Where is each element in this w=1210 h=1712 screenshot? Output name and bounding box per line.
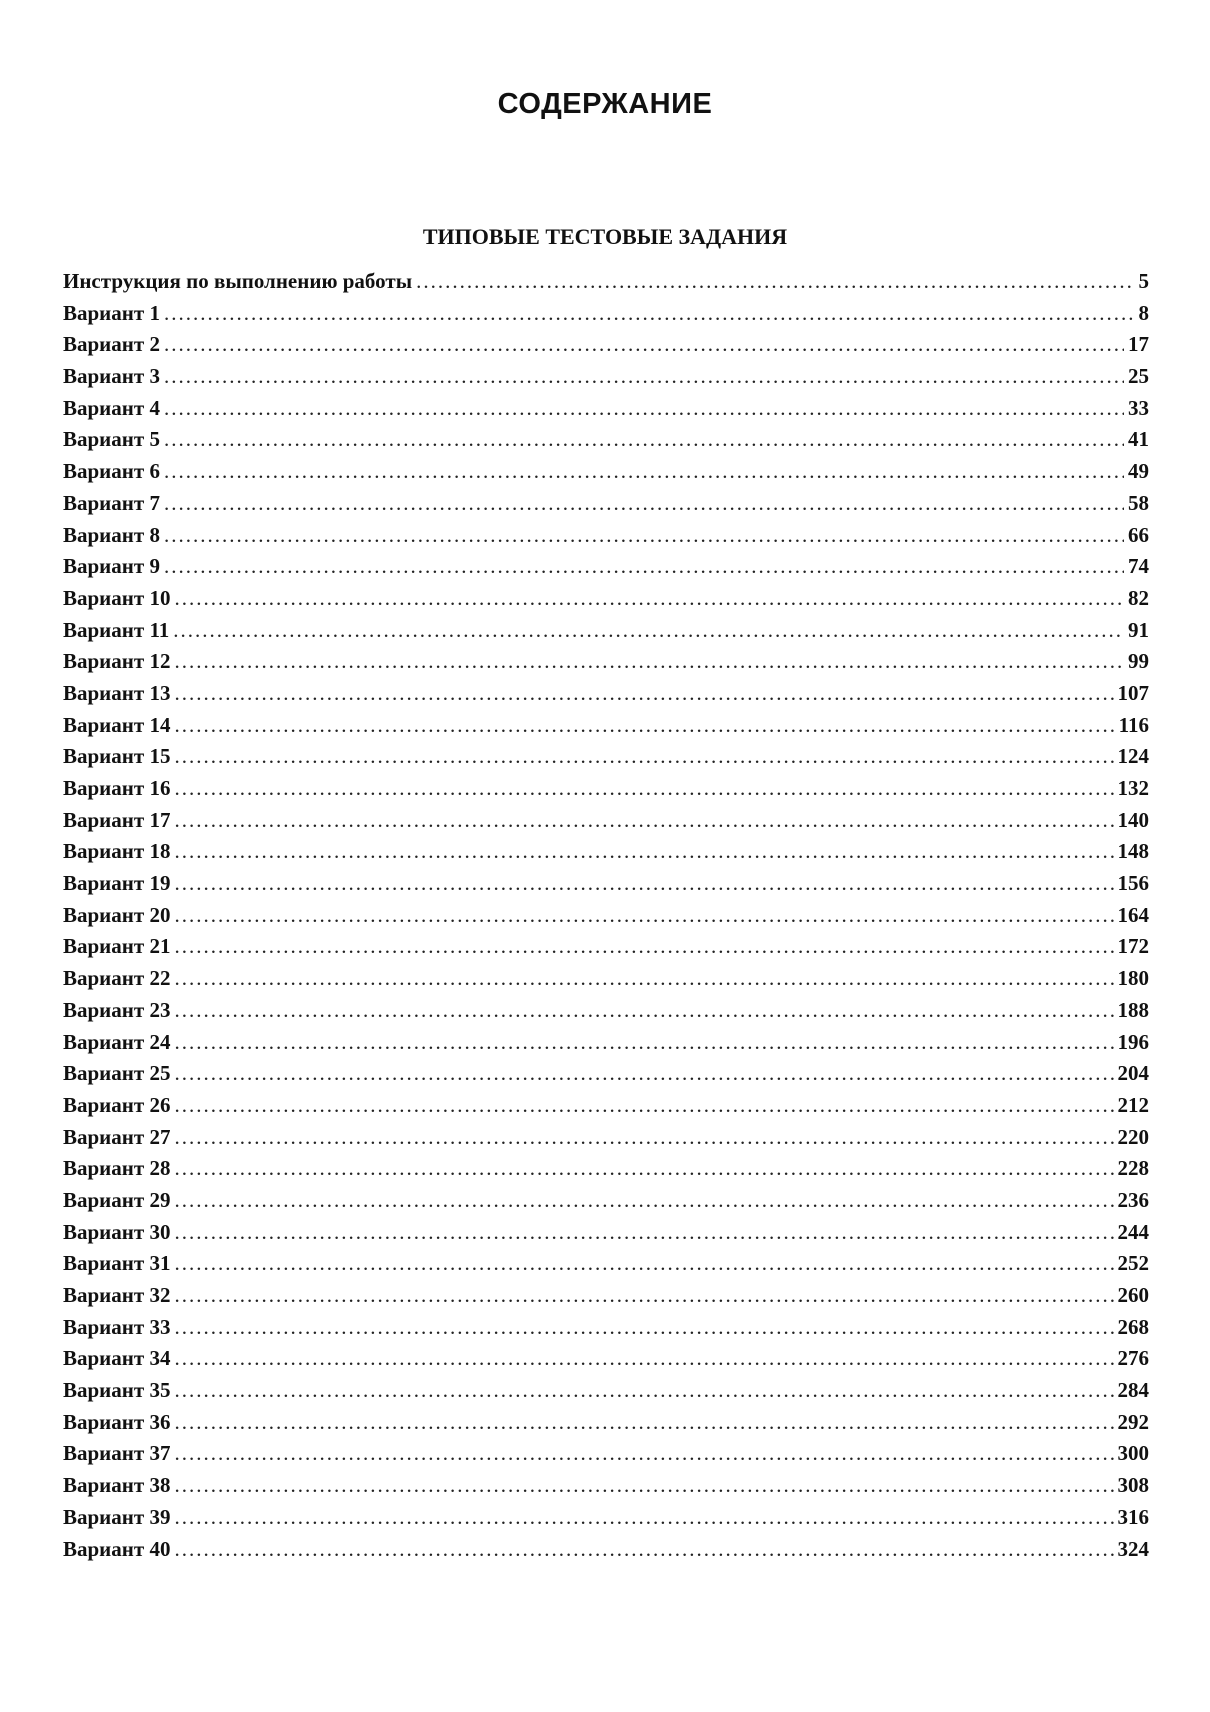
toc-entry-page-number: 49: [1128, 459, 1149, 484]
toc-entry-label: Вариант 39: [63, 1504, 171, 1529]
toc-entry[interactable]: [63, 1185, 1149, 1217]
toc-entry[interactable]: [63, 1407, 1149, 1439]
toc-entry-page-number: 220: [1117, 1124, 1149, 1149]
toc-entry-label: Вариант 38: [63, 1473, 171, 1498]
toc-entry[interactable]: [63, 520, 1149, 552]
dot-leader: [416, 266, 1134, 298]
toc-entry-label: Инструкция по выполнению работы: [63, 269, 413, 293]
toc-entry-label: Вариант 24: [63, 1029, 171, 1054]
toc-entry[interactable]: [63, 551, 1149, 583]
dot-leader: [174, 1534, 1113, 1566]
dot-leader: [164, 520, 1124, 552]
toc-entry-page-number: 260: [1117, 1283, 1149, 1307]
toc-entry-label: Вариант 30: [63, 1219, 171, 1244]
toc-entry-label: Вариант 37: [63, 1441, 171, 1466]
toc-entry-label: Вариант 15: [63, 744, 171, 769]
toc-entry-page-number: 244: [1117, 1219, 1149, 1244]
dot-leader: [174, 1502, 1113, 1534]
dot-leader: [174, 1407, 1113, 1439]
toc-entry[interactable]: [63, 615, 1149, 647]
toc-entry[interactable]: [63, 1280, 1149, 1312]
dot-leader: [174, 868, 1113, 900]
toc-entry[interactable]: [63, 1090, 1149, 1122]
toc-entry[interactable]: [63, 456, 1149, 488]
dot-leader: [174, 1122, 1113, 1154]
toc-entry[interactable]: [63, 963, 1149, 995]
dot-leader: [174, 1090, 1113, 1122]
toc-entry-label: Вариант 8: [63, 522, 160, 547]
toc-entry-page-number: 180: [1117, 966, 1149, 991]
toc-entry-label: Вариант 40: [63, 1536, 171, 1561]
toc-entry-label: Вариант 4: [63, 395, 160, 420]
toc-entry[interactable]: [63, 931, 1149, 963]
toc-entry-label: Вариант 19: [63, 871, 171, 896]
toc-entry-label: Вариант 11: [63, 617, 170, 642]
toc-entry-page-number: 212: [1117, 1092, 1149, 1117]
toc-entry[interactable]: [63, 900, 1149, 932]
toc-entry-label: Вариант 35: [63, 1378, 171, 1403]
toc-entry[interactable]: [63, 1153, 1149, 1185]
page-title: СОДЕРЖАНИЕ: [497, 88, 713, 120]
toc-entry-page-number: 228: [1117, 1156, 1149, 1181]
dot-leader: [174, 710, 1114, 742]
toc-entry-page-number: 25: [1128, 364, 1149, 389]
toc-entry[interactable]: [63, 488, 1149, 520]
toc-entry-label: Вариант 34: [63, 1346, 171, 1371]
toc-entry-page-number: 308: [1117, 1473, 1149, 1498]
toc-entry[interactable]: [63, 646, 1149, 678]
toc-entry-label: Вариант 14: [63, 712, 171, 737]
dot-leader: [174, 741, 1113, 773]
toc-entry-label: Вариант 27: [63, 1124, 171, 1149]
toc-entry-page-number: 140: [1117, 807, 1149, 832]
toc-entry[interactable]: [63, 868, 1149, 900]
toc-entry-label: Вариант 20: [63, 902, 171, 927]
toc-entry-label: Вариант 33: [63, 1314, 171, 1339]
dot-leader: [164, 551, 1124, 583]
toc-entry[interactable]: [63, 1122, 1149, 1154]
dot-leader: [174, 773, 1113, 805]
dot-leader: [174, 646, 1124, 678]
dot-leader: [174, 583, 1124, 615]
toc-entry-label: Вариант 16: [63, 776, 171, 800]
toc-entry[interactable]: [63, 1027, 1149, 1059]
toc-entry-label: Вариант 26: [63, 1092, 171, 1117]
dot-leader: [164, 393, 1124, 425]
dot-leader: [174, 836, 1113, 868]
toc-entry-page-number: 196: [1117, 1029, 1149, 1054]
toc-entry-page-number: 107: [1117, 680, 1149, 705]
toc-entry-page-number: 316: [1117, 1504, 1149, 1529]
toc-entry[interactable]: [63, 1470, 1149, 1502]
toc-entry-label: Вариант 1: [63, 300, 160, 325]
toc-entry-label: Вариант 7: [63, 490, 160, 515]
dot-leader: [174, 931, 1113, 963]
toc-entry-page-number: 204: [1117, 1061, 1149, 1086]
toc-entry-page-number: 148: [1117, 839, 1149, 864]
toc-entry-label: Вариант 12: [63, 649, 171, 674]
toc-entry-label: Вариант 18: [63, 839, 171, 864]
section-title: ТИПОВЫЕ ТЕСТОВЫЕ ЗАДАНИЯ: [422, 224, 788, 249]
dot-leader: [174, 1058, 1113, 1090]
toc-entry-page-number: 58: [1128, 490, 1149, 515]
toc-entry-page-number: 284: [1117, 1378, 1149, 1403]
toc-entry-page-number: 33: [1128, 395, 1149, 420]
toc-entry-label: Вариант 10: [63, 585, 171, 610]
toc-entry-label: Вариант 31: [63, 1251, 171, 1276]
toc-entry-page-number: 82: [1128, 585, 1149, 610]
toc-entry[interactable]: [63, 1248, 1149, 1280]
toc-entry-label: Вариант 25: [63, 1061, 171, 1086]
toc-entry[interactable]: [63, 1312, 1149, 1344]
toc-entry-page-number: 292: [1117, 1409, 1149, 1434]
toc-entry[interactable]: [63, 995, 1149, 1027]
toc-entry-page-number: 99: [1128, 649, 1149, 674]
dot-leader: [174, 1248, 1113, 1280]
dot-leader: [174, 1027, 1113, 1059]
toc-entry-label: Вариант 32: [63, 1283, 171, 1307]
toc-entry[interactable]: [63, 1438, 1149, 1470]
toc-entry[interactable]: [63, 329, 1149, 361]
dot-leader: [174, 1280, 1113, 1312]
toc-entry-page-number: 91: [1128, 617, 1149, 642]
toc-entry-label: Вариант 2: [63, 332, 160, 357]
dot-leader: [164, 424, 1124, 456]
toc-entry[interactable]: [63, 741, 1149, 773]
toc-entry[interactable]: [63, 805, 1149, 837]
toc-entry-page-number: 268: [1117, 1314, 1149, 1339]
toc-entry[interactable]: [63, 710, 1149, 742]
dot-leader: [174, 678, 1113, 710]
toc-entry-page-number: 276: [1117, 1346, 1149, 1371]
dot-leader: [174, 1217, 1113, 1249]
toc-entry-label: Вариант 22: [63, 966, 171, 991]
toc-entry-label: Вариант 13: [63, 680, 171, 705]
dot-leader: [174, 1312, 1113, 1344]
toc-entry-page-number: 156: [1117, 871, 1149, 896]
toc-entry-label: Вариант 9: [63, 554, 160, 579]
toc-entry-page-number: 132: [1117, 776, 1149, 800]
toc-entry[interactable]: [63, 424, 1149, 456]
dot-leader: [174, 1438, 1113, 1470]
dot-leader: [174, 1185, 1113, 1217]
toc-entry[interactable]: [63, 773, 1149, 805]
dot-leader: [174, 963, 1113, 995]
toc-entry[interactable]: [63, 1217, 1149, 1249]
dot-leader: [173, 615, 1124, 647]
toc-entry[interactable]: [63, 361, 1149, 393]
toc-entry-label: Вариант 3: [63, 364, 160, 389]
toc-entry-page-number: 236: [1117, 1187, 1149, 1212]
toc-entry-label: Вариант 21: [63, 934, 171, 959]
toc-entry[interactable]: [63, 1534, 1149, 1566]
toc-entry-page-number: 116: [1118, 712, 1149, 737]
dot-leader: [174, 1153, 1113, 1185]
toc-entry-page-number: 74: [1128, 554, 1149, 579]
toc-entry-label: Вариант 29: [63, 1187, 171, 1212]
toc-entry-page-number: 41: [1128, 427, 1149, 452]
toc-entry[interactable]: [63, 583, 1149, 615]
toc-entry-label: Вариант 36: [63, 1409, 171, 1434]
toc-entry-label: Вариант 5: [63, 427, 160, 452]
toc-entry-label: Вариант 23: [63, 997, 171, 1022]
dot-leader: [174, 805, 1113, 837]
toc-entry-page-number: 5: [1138, 269, 1149, 293]
toc-entry[interactable]: [63, 393, 1149, 425]
toc-entry-page-number: 324: [1117, 1536, 1149, 1561]
toc-entry-page-number: 188: [1117, 997, 1149, 1022]
dot-leader: [164, 298, 1135, 330]
toc-entry-page-number: 252: [1117, 1251, 1149, 1276]
toc-entry[interactable]: [63, 298, 1149, 330]
dot-leader: [174, 900, 1113, 932]
toc-entry-page-number: 66: [1128, 522, 1149, 547]
toc-entry-page-number: 124: [1117, 744, 1149, 769]
toc-entry[interactable]: [63, 836, 1149, 868]
toc-entry[interactable]: [63, 266, 1149, 298]
toc-entry-page-number: 17: [1128, 332, 1149, 357]
toc-entry[interactable]: [63, 1502, 1149, 1534]
toc-entry-page-number: 164: [1117, 902, 1149, 927]
dot-leader: [174, 1470, 1113, 1502]
toc-entry[interactable]: [63, 1375, 1149, 1407]
dot-leader: [174, 1375, 1113, 1407]
dot-leader: [164, 361, 1124, 393]
toc-entry-label: Вариант 17: [63, 807, 171, 832]
toc-entry-page-number: 300: [1117, 1441, 1149, 1466]
dot-leader: [174, 995, 1113, 1027]
toc-entry[interactable]: [63, 678, 1149, 710]
dot-leader: [164, 488, 1124, 520]
toc-entry[interactable]: [63, 1343, 1149, 1375]
table-of-contents: [63, 266, 1149, 1565]
toc-entry-label: Вариант 28: [63, 1156, 171, 1181]
dot-leader: [174, 1343, 1113, 1375]
toc-entry-label: Вариант 6: [63, 459, 160, 484]
toc-entry-page-number: 172: [1117, 934, 1149, 959]
toc-entry[interactable]: [63, 1058, 1149, 1090]
toc-entry-page-number: 8: [1138, 300, 1149, 325]
dot-leader: [164, 329, 1124, 361]
dot-leader: [164, 456, 1124, 488]
